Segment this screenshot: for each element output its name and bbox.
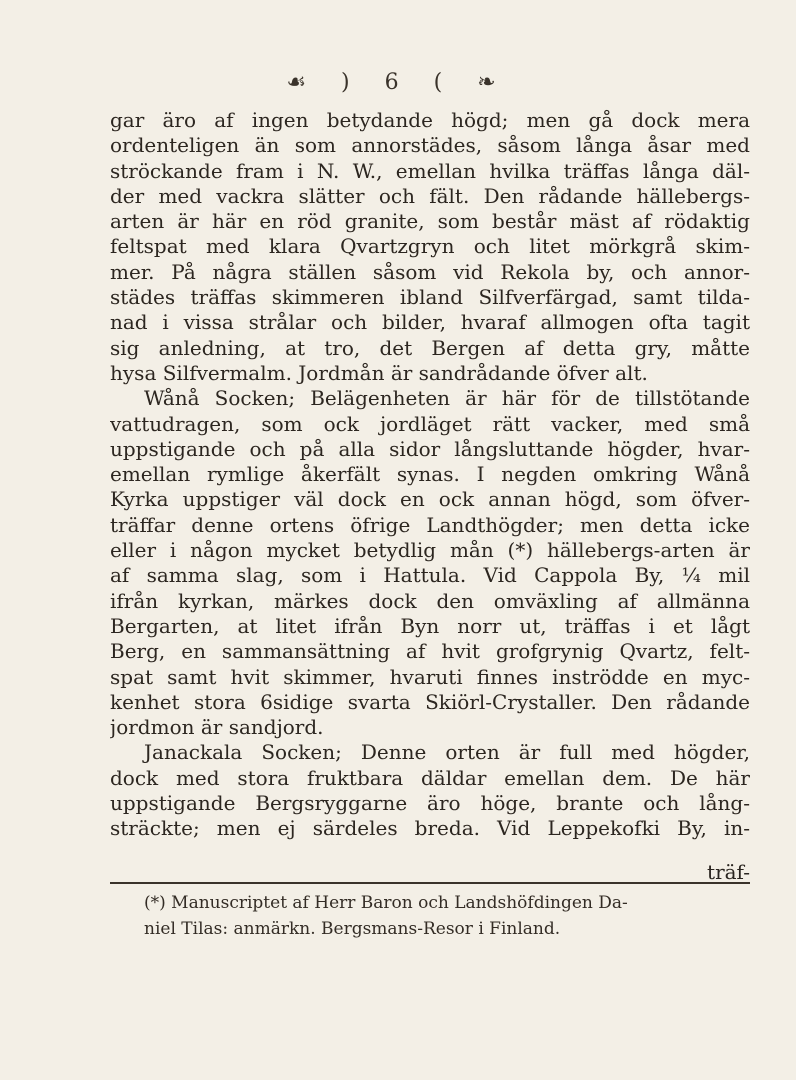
text-line: mer. På några ställen såsom vid Rekola by, och annor- bbox=[110, 259, 750, 284]
text-line: af samma slag, som i Hattula. Vid Cappola By, ¼ mil bbox=[110, 563, 750, 588]
text-line: jordmon är sandjord. bbox=[110, 715, 324, 740]
text-line: Bergarten, at litet ifrån Byn norr ut, träffas i et lågt bbox=[110, 613, 750, 638]
text-line: ordenteligen än som annorstädes, såsom långa åsar med bbox=[110, 133, 750, 158]
catchword: träf- bbox=[707, 860, 750, 884]
text-line: Berg, en sammansättning af hvit grofgrynig Qvartz, felt- bbox=[110, 639, 750, 664]
footnote bbox=[110, 890, 750, 942]
footnote-rule bbox=[110, 882, 750, 884]
text-line: kenhet stora 6sidige svarta Skiörl-Crystaller. Den rådande bbox=[110, 689, 750, 714]
footnote-line: niel Tilas: anmärkn. Bergsmans-Resor i Finland. bbox=[144, 919, 561, 939]
text-line: Janackala Socken; Denne orten är full med högder, bbox=[144, 740, 750, 765]
text-line: der med vackra slätter och fält. Den rådande hällebergs- bbox=[110, 183, 750, 208]
text-line: sig anledning, at tro, det Bergen af detta gry, måtte bbox=[110, 335, 750, 360]
text-line: sträckte; men ej särdeles breda. Vid Leppekofki By, in- bbox=[110, 816, 750, 841]
footnote-line: (*) Manuscriptet af Herr Baron och Landshöfdingen Da- bbox=[144, 893, 628, 913]
text-line: städes träffas skimmeren ibland Silfverfärgad, samt tilda- bbox=[110, 285, 750, 310]
main-text bbox=[110, 108, 750, 842]
text-line: gar äro af ingen betydande högd; men gå dock mera bbox=[110, 108, 750, 132]
text-line: uppstigande och på alla sidor långsluttande högder, hvar- bbox=[110, 436, 750, 461]
text-line: eller i någon mycket betydlig mån (*) hällebergs-arten är bbox=[110, 538, 750, 563]
text-line: nad i vissa strålar och bilder, hvaraf allmogen ofta tagit bbox=[110, 310, 750, 335]
text-line: emellan rymlige åkerfält synas. I negden omkring Wånå bbox=[110, 462, 750, 487]
text-line: Kyrka uppstiger väl dock en ock annan högd, som öfver- bbox=[110, 487, 750, 512]
text-line: träffar denne ortens öfrige Landthögder; men detta icke bbox=[110, 512, 750, 537]
text-line: arten är här en röd granite, som består mäst af rödaktig bbox=[110, 209, 750, 234]
text-line: spat samt hvit skimmer, hvaruti finnes inströdde en myc- bbox=[110, 664, 750, 689]
text-line: ströckande fram i N. W., emellan hvilka träffas långa däl- bbox=[110, 158, 750, 183]
text-line: uppstigande Bergsryggarne äro höge, brante och lång- bbox=[110, 791, 750, 816]
text-line: ifrån kyrkan, märkes dock den omväxling af allmänna bbox=[110, 588, 750, 613]
running-head: ☙ ) 6 ( ❧ bbox=[286, 70, 510, 95]
text-line: feltspat med klara Qvartzgryn och litet mörkgrå skim- bbox=[110, 234, 750, 259]
text-line: dock med stora fruktbara däldar emellan dem. De här bbox=[110, 765, 750, 790]
text-line: hysa Silfvermalm. Jordmån är sandrådande öfver alt. bbox=[110, 360, 648, 385]
text-line: vattudragen, som ock jordläget rätt vacker, med små bbox=[110, 411, 750, 436]
text-line: Wånå Socken; Belägenheten är här för de tillstötande bbox=[144, 386, 750, 411]
